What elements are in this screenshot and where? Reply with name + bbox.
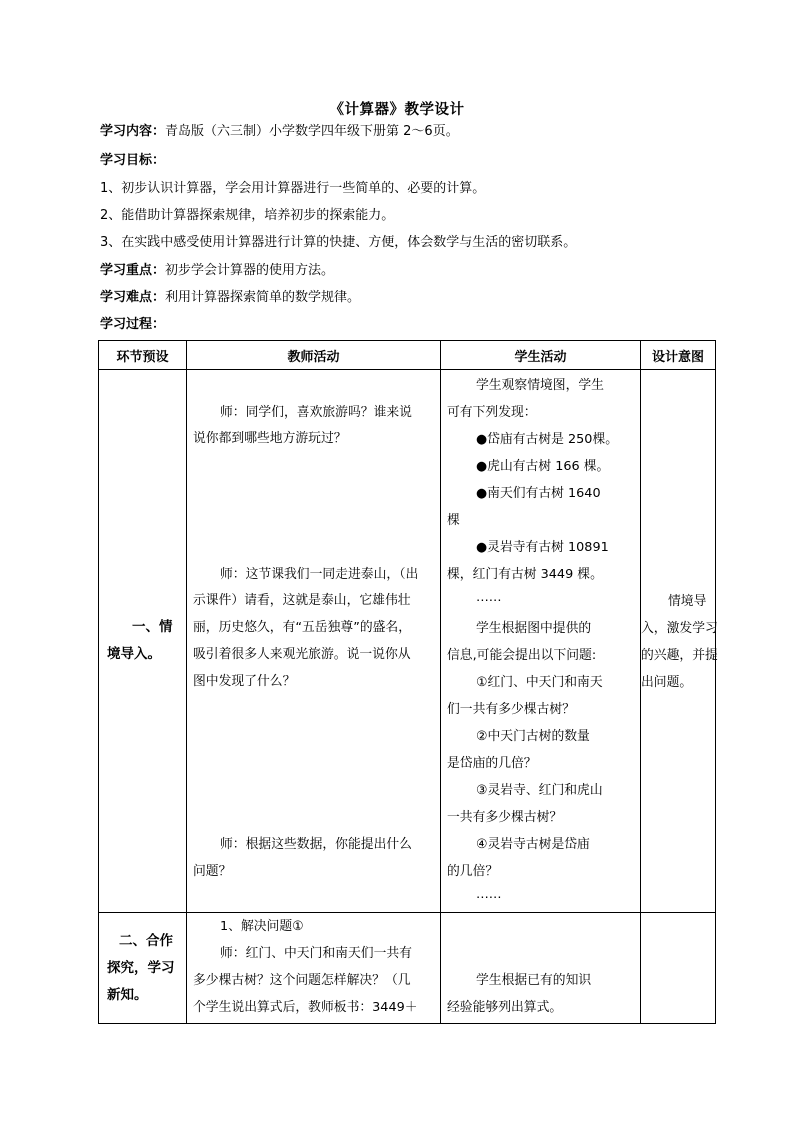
student-line-2: 可有下列发现： [447, 405, 537, 420]
difficulty [100, 289, 360, 307]
row2-stage-line-1: 二、合作 [119, 933, 173, 949]
student-line-18: ④灵岩寺古树是岱庙 [476, 837, 590, 852]
teacher-p2-line-4: 吸引着很多人来观光旅游。说一说你从 [193, 647, 411, 662]
student-line-13: 们一共有多少棵古树？ [447, 702, 575, 717]
teacher-p3-line-2: 问题？ [193, 864, 232, 879]
row2-intent-cell [641, 913, 716, 1024]
teacher-p1-line-2: 说你都到哪些地方游玩过？ [193, 431, 347, 446]
header-intent: 设计意图 [641, 341, 716, 370]
student-line-4: ●虎山有古树 166 棵。 [476, 459, 610, 474]
teacher-p2-line-5: 图中发现了什么？ [193, 674, 296, 689]
key-point [100, 262, 334, 280]
row2-stage-line-3: 新知。 [107, 987, 148, 1003]
student-line-8: 棵，红门有古树 3449 棵。 [447, 567, 603, 582]
row1-teacher-cell [187, 370, 441, 913]
learning-content-label: 学习内容： [100, 124, 166, 139]
row2-student-cell [441, 913, 641, 1024]
student-line-15: 是岱庙的几倍？ [447, 756, 537, 771]
student-line-10: 学生根据图中提供的 [476, 621, 592, 636]
student-line-14: ②中天门古树的数量 [476, 729, 590, 744]
student-line-3: ●岱庙有古树是 250棵。 [476, 432, 619, 447]
student-line-1: 学生观察情境图，学生 [476, 378, 604, 393]
student-line-9: …… [476, 590, 502, 605]
student-line-19: 的几倍？ [447, 864, 499, 879]
key-point-text: 初步学会计算器的使用方法。 [165, 263, 335, 278]
table-row [99, 913, 716, 1024]
teacher-p2-line-2: 示课件）请看，这就是泰山，它雄伟壮 [193, 593, 411, 608]
table-header-row [99, 341, 716, 370]
row1-intent-cell [641, 370, 716, 913]
teacher-p2-line-1: 师：这节课我们一同走进泰山，（出 [220, 567, 419, 582]
student-line-20: …… [476, 887, 502, 902]
objective-item-1: 1、初步认识计算器，学会用计算器进行一些简单的、必要的计算。 [100, 181, 486, 196]
row2-student-line-1: 学生根据已有的知识 [476, 973, 592, 988]
student-line-17: 一共有多少棵古树？ [447, 810, 563, 825]
row2-stage-line-2: 探究，学习 [107, 960, 175, 976]
row1-stage-line-1: 一、情 [132, 619, 173, 635]
teacher-p2-line-3: 丽，历史悠久，有“五岳独尊”的盛名， [193, 620, 412, 635]
row2-teacher-line-3: 多少棵古树？这个问题怎样解决？（几 [193, 973, 411, 988]
header-teacher: 教师活动 [187, 341, 441, 370]
teacher-p1-line-1: 师：同学们，喜欢旅游吗？谁来说 [220, 405, 412, 420]
student-line-7: ●灵岩寺有古树 10891 [476, 540, 609, 555]
row2-teacher-cell [187, 913, 441, 1024]
process-heading [100, 316, 165, 334]
intent-line-3: 的兴趣，并提 [641, 648, 718, 663]
header-stage: 环节预设 [99, 341, 187, 370]
objective-item-3: 3、在实践中感受使用计算器进行计算的快捷、方便，体会数学与生活的密切联系。 [100, 235, 577, 250]
objective-item-2: 2、能借助计算器探索规律，培养初步的探索能力。 [100, 208, 395, 223]
student-line-5: ●南天们有古树 1640 [476, 486, 601, 501]
student-line-16: ③灵岩寺、红门和虎山 [476, 783, 603, 798]
row1-stage-line-2: 境导入。 [107, 646, 161, 662]
student-line-12: ①红门、中天门和南天 [476, 675, 603, 690]
row2-teacher-line-2: 师：红门、中天门和南天们一共有 [220, 946, 412, 961]
header-student: 学生活动 [441, 341, 641, 370]
difficulty-label: 学习难点： [100, 290, 166, 305]
lesson-plan-table [98, 340, 716, 1024]
intent-line-4: 出问题。 [641, 675, 693, 690]
difficulty-text: 利用计算器探索简单的数学规律。 [165, 290, 361, 305]
key-point-label: 学习重点： [100, 263, 166, 278]
student-line-6: 棵 [447, 513, 460, 528]
intent-line-1: 情境导 [668, 594, 707, 609]
teacher-p3-line-1: 师：根据这些数据，你能提出什么 [220, 837, 412, 852]
table-row [99, 370, 716, 913]
intent-line-2: 入，激发学习 [641, 621, 718, 636]
row2-student-line-2: 经验能够列出算式。 [447, 1000, 563, 1015]
row1-student-cell [441, 370, 641, 913]
row2-teacher-line-4: 个学生说出算式后，教师板书：3449＋ [193, 1000, 418, 1015]
learning-content-text: 青岛版（六三制）小学数学四年级下册第 2～6页。 [165, 124, 459, 139]
process-label: 学习过程： [100, 317, 166, 332]
row2-stage-cell [99, 913, 187, 1024]
document-title: 《计算器》教学设计 [329, 102, 465, 118]
row1-stage-cell [99, 370, 187, 913]
objectives-label: 学习目标： [100, 153, 166, 168]
learning-content [100, 123, 459, 141]
student-line-11: 信息,可能会提出以下问题: [447, 648, 597, 663]
objectives-heading [100, 152, 165, 170]
row2-teacher-line-1: 1、解决问题① [220, 919, 304, 934]
